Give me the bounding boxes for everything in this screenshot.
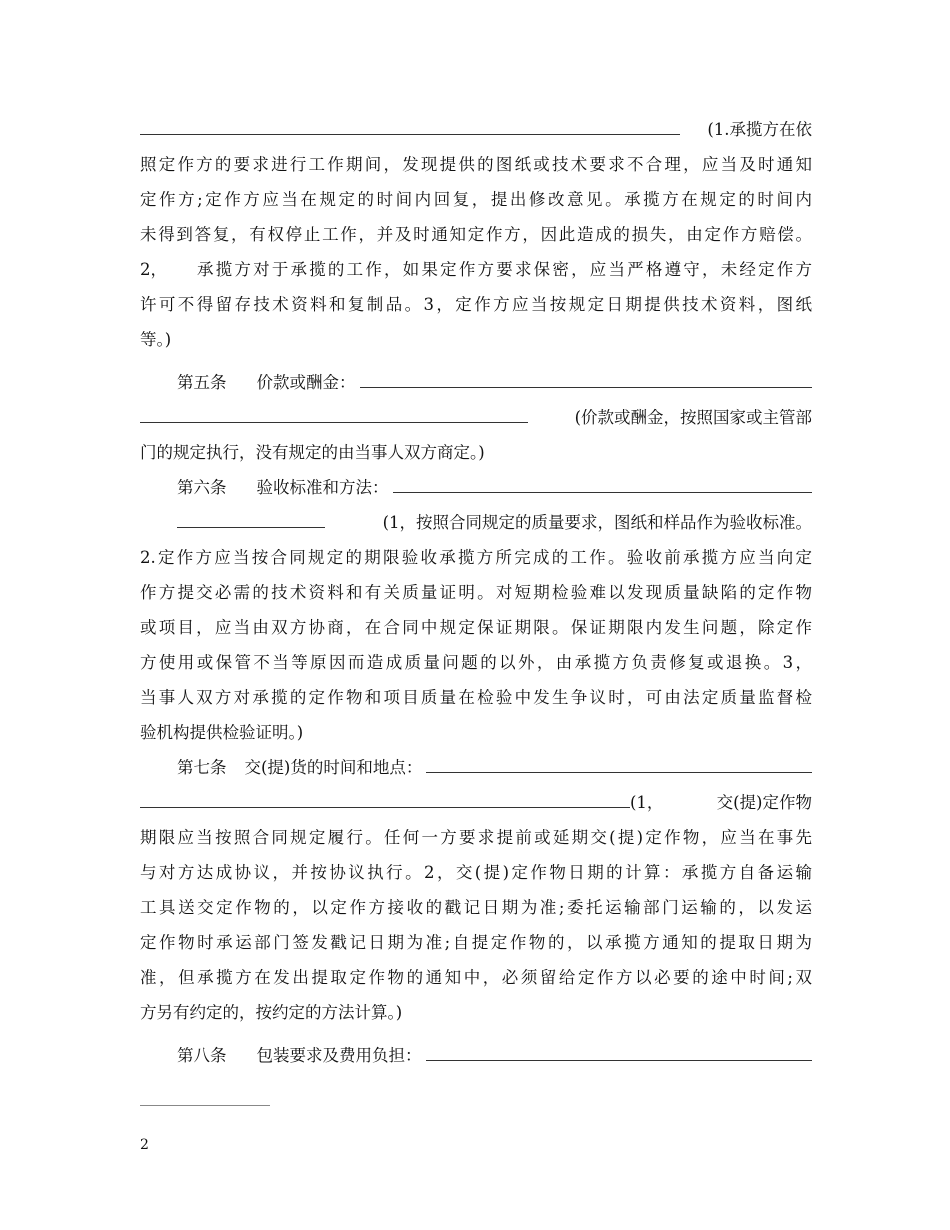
item-number: (1，	[630, 793, 664, 812]
text-line: 或项目，应当由双方协商，在合同中规定保证期限。保证期限内发生问题，除定作	[140, 618, 812, 637]
text-line: 照定作方的要求进行工作期间，发现提供的图纸或技术要求不合理，应当及时通知	[140, 155, 812, 174]
article-heading	[140, 365, 812, 400]
text-line: 定作方;定作方应当在规定的时间内回复，提出修改意见。承揽方在规定的时间内	[140, 190, 812, 209]
text-line: 工具送交定作物的，以定作方接收的戳记日期为准;委托运输部门运输的，以发运	[140, 898, 812, 917]
clause-text: 承揽方对于承揽的工作，如果定作方要求保密，应当严格遵守，未经定作方	[197, 260, 812, 279]
fill-blank	[140, 785, 630, 808]
text-line: 准，但承揽方在发出提取定作物的通知中，必须留给定作方以必要的途中时间;双	[140, 968, 812, 987]
text-line	[140, 400, 812, 435]
item-number: 2，	[140, 260, 167, 279]
article-number: 第七条	[177, 758, 227, 777]
article-title: 价款或酬金：	[256, 373, 356, 392]
text-line: 方另有约定的，按约定的方法计算。)	[140, 1003, 403, 1022]
fill-blank	[140, 112, 680, 135]
text-line: 方使用或保管不当等原因而造成质量问题的以外，由承揽方负责修复或退换。3，	[140, 653, 812, 672]
text-line: 验机构提供检验证明。)	[140, 723, 304, 742]
text-line	[140, 505, 812, 540]
fill-blank	[177, 505, 325, 528]
text-line: 2.定作方应当按合同规定的期限验收承揽方所完成的工作。验收前承揽方应当向定	[140, 548, 812, 567]
text-line: 与对方达成协议，并按协议执行。2，交(提)定作物日期的计算：承揽方自备运输	[140, 863, 812, 882]
article-heading	[140, 750, 812, 785]
text-line: 许可不得留存技术资料和复制品。3，定作方应当按规定日期提供技术资料，图纸	[140, 295, 812, 314]
fill-blank	[426, 750, 812, 773]
text-line	[140, 785, 812, 820]
article-number: 第八条	[177, 1046, 227, 1065]
text-line: 定作物时承运部门签发戳记日期为准;自提定作物的，以承揽方通知的提取日期为	[140, 933, 812, 952]
clause-text: (1，按照合同规定的质量要求，图纸和样品作为验收标准。	[382, 513, 812, 532]
fill-blank	[393, 470, 813, 493]
text-line: 作方提交必需的技术资料和有关质量证明。对短期检验难以发现质量缺陷的定作物	[140, 583, 812, 602]
article-heading	[140, 470, 812, 505]
text-line: 期限应当按照合同规定履行。任何一方要求提前或延期交(提)定作物，应当在事先	[140, 828, 812, 847]
text-line: 当事人双方对承揽的定作物和项目质量在检验中发生争议时，可由法定质量监督检	[140, 688, 812, 707]
clause-text: 交(提)定作物	[716, 793, 812, 812]
fill-blank	[140, 400, 528, 423]
article-heading	[140, 1038, 812, 1073]
text-line	[140, 112, 812, 147]
text-line: 门的规定执行，没有规定的由当事人双方商定。)	[140, 443, 485, 462]
clause-text: (1.承揽方在依	[707, 120, 812, 139]
text-line: 等。)	[140, 330, 172, 349]
article-title: 包装要求及费用负担：	[256, 1046, 422, 1065]
text-line: 未得到答复，有权停止工作，并及时通知定作方，因此造成的损失，由定作方赔偿。	[140, 225, 812, 244]
article-number: 第五条	[177, 373, 227, 392]
fill-blank	[426, 1038, 813, 1061]
page-number: 2	[140, 1137, 149, 1153]
text-line	[140, 252, 812, 287]
footnote-separator	[140, 1105, 270, 1106]
clause-text: (价款或酬金，按照国家或主管部	[574, 408, 812, 427]
article-title: 验收标准和方法：	[256, 478, 389, 497]
article-title: 交(提)货的时间和地点：	[244, 758, 423, 777]
article-number: 第六条	[177, 478, 227, 497]
fill-blank	[360, 365, 813, 388]
